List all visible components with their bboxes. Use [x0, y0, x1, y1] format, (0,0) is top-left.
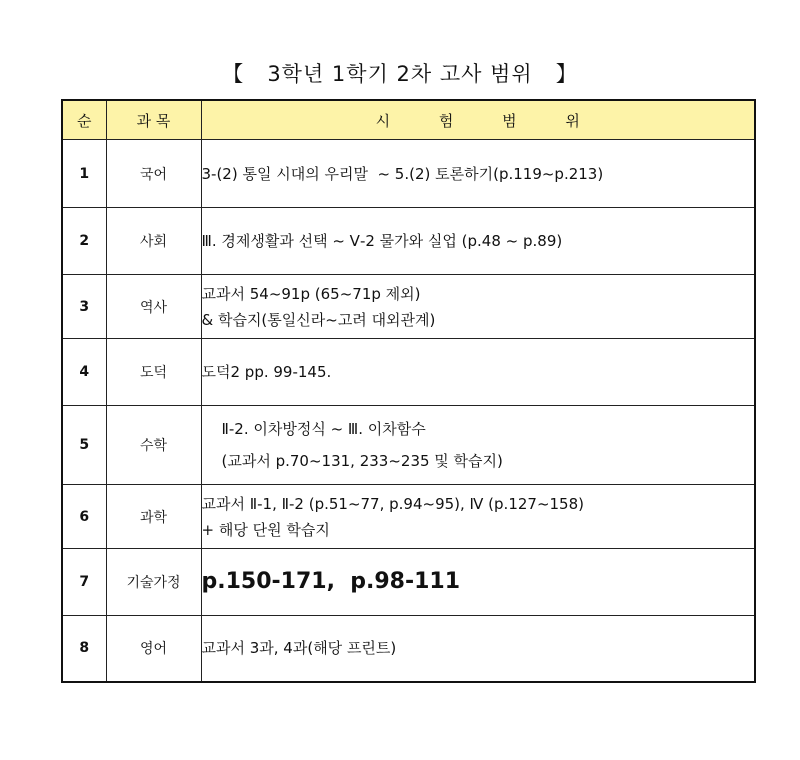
row-number: 6 [62, 485, 106, 549]
exam-range-table [61, 99, 756, 683]
row-range [201, 616, 755, 682]
row-range [201, 406, 755, 485]
row-number: 2 [62, 208, 106, 275]
row-subject: 영어 [106, 616, 201, 682]
row-number: 8 [62, 616, 106, 682]
range-line: 3-(2) 통일 시대의 우리말 ~ 5.(2) 토론하기(p.119~p.213) [201, 164, 604, 183]
range-line: 도덕2 pp. 99-145. [201, 363, 332, 381]
row-subject: 도덕 [106, 339, 201, 406]
table-row [62, 339, 755, 406]
row-subject: 국어 [106, 140, 201, 208]
row-subject: 기술가정 [106, 549, 201, 616]
row-subject: 역사 [106, 275, 201, 339]
row-range [201, 140, 755, 208]
range-line: (교과서 p.70~131, 233~235 및 학습지) [221, 452, 503, 470]
row-range [201, 485, 755, 549]
page-title [0, 58, 800, 88]
table-row [62, 406, 755, 485]
row-range [201, 549, 755, 616]
table-row [62, 616, 755, 682]
table-row [62, 208, 755, 275]
row-number: 1 [62, 140, 106, 208]
table-row [62, 485, 755, 549]
range-line: & 학습지(통일신라~고려 대외관계) [201, 310, 436, 329]
range-line: + 해당 단원 학습지 [201, 520, 330, 539]
title-text: 3학년 1학기 2차 고사 범위 [267, 62, 533, 86]
title-open-bracket: 【 [222, 62, 245, 86]
row-number: 3 [62, 275, 106, 339]
title-close-bracket: 】 [555, 62, 578, 86]
header-subject: 과 목 [106, 100, 201, 140]
row-number: 4 [62, 339, 106, 406]
row-number: 5 [62, 406, 106, 485]
row-subject: 수학 [106, 406, 201, 485]
row-range [201, 339, 755, 406]
header-number: 순 [62, 100, 106, 140]
table-row [62, 275, 755, 339]
row-subject: 사회 [106, 208, 201, 275]
range-line: 교과서 54~91p (65~71p 제외) [201, 284, 421, 303]
row-subject: 과학 [106, 485, 201, 549]
header-row [62, 100, 755, 140]
row-range [201, 208, 755, 275]
range-line: 교과서 Ⅱ-1, Ⅱ-2 (p.51~77, p.94~95), Ⅳ (p.127~158) [201, 494, 584, 513]
row-number: 7 [62, 549, 106, 616]
range-line: Ⅲ. 경제생활과 선택 ~ Ⅴ-2 물가와 실업 (p.48 ~ p.89) [201, 232, 563, 250]
range-line: p.150-171, p.98-111 [201, 569, 461, 594]
range-line: 교과서 3과, 4과(해당 프린트) [201, 639, 397, 658]
table-row [62, 140, 755, 208]
range-line: Ⅱ-2. 이차방정식 ~ Ⅲ. 이차함수 [221, 420, 426, 438]
table-row [62, 549, 755, 616]
header-range: 시 험 범 위 [201, 100, 755, 140]
row-range [201, 275, 755, 339]
